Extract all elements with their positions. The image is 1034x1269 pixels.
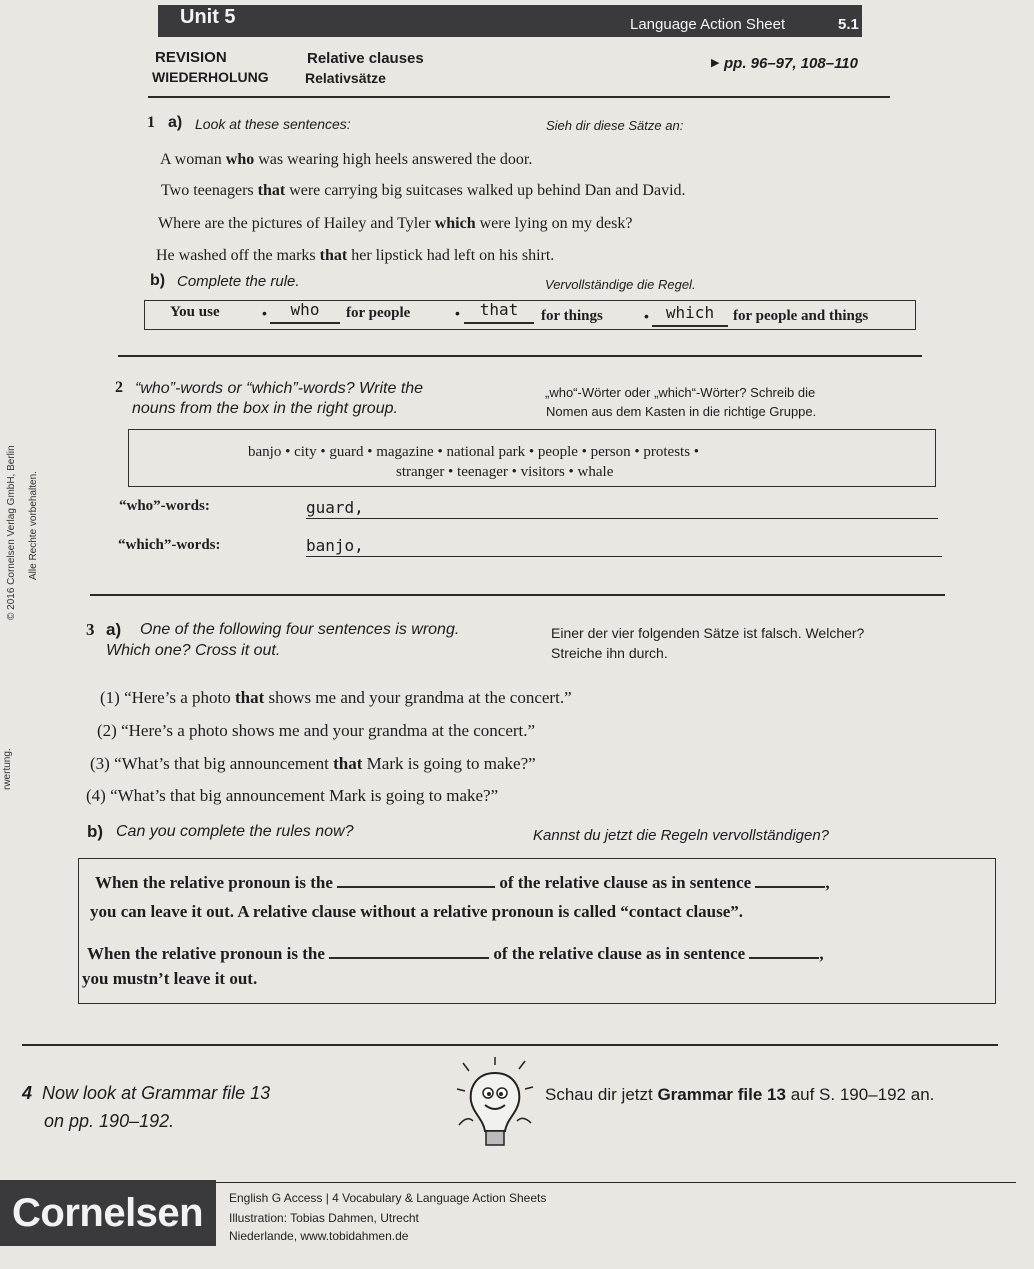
header-divider (148, 96, 890, 98)
side-copyright: © 2016 Cornelsen Verlag GmbH, Berlin (6, 445, 17, 620)
ex3-sentence-2[interactable]: (2) “Here’s a photo shows me and your grandma at the concert.” (97, 721, 536, 740)
ex3b-instruction-de: Kannst du jetzt die Regeln vervollständigen? (533, 827, 830, 844)
ex3-sentence-4[interactable]: (4) “What’s that big announcement Mark is going to make?” (86, 786, 499, 805)
which-words-label: “which”-words: (118, 537, 221, 553)
rule-answer-which: which (665, 303, 715, 322)
rule-for-people-and-things: for people and things (733, 308, 869, 324)
ex4-instruction-line1: 4 Now look at Grammar file 13 (22, 1083, 271, 1103)
who-words-answer: guard, (306, 498, 364, 517)
rule-blank-3[interactable] (652, 303, 728, 327)
rule-blank-1[interactable] (270, 300, 340, 324)
ex2-instruction-line1: “who”-words or “which”-words? Write the (135, 380, 424, 397)
triangle-arrow-icon: ▶ (711, 57, 720, 69)
ex1-sentence-4: He washed off the marks that her lipstick had left on his shirt. (156, 247, 555, 264)
lightbulb-character-icon (455, 1055, 535, 1159)
who-words-line[interactable] (306, 498, 938, 519)
rule-answer-that: that (479, 300, 519, 319)
rule-answer-who: who (290, 300, 320, 319)
ex3-divider (22, 1044, 998, 1046)
rule2-blank-4[interactable] (749, 957, 819, 959)
ex3a-instruction-line2: Which one? Cross it out. (106, 642, 281, 659)
ex1a-letter: a) (168, 114, 183, 131)
rule2-line4: you mustn’t leave it out. (82, 969, 258, 988)
ex2-divider (90, 594, 945, 596)
ex1-divider (118, 355, 922, 357)
ex1-sentence-3: Where are the pictures of Hailey and Tyler which were lying on my desk? (158, 215, 633, 232)
ex1b-instruction-de: Vervollständige die Regel. (545, 277, 696, 292)
ex3b-instruction: Can you complete the rules now? (116, 823, 354, 840)
rule-you-use: You use (170, 304, 220, 320)
sheet-number: 5.1 (838, 16, 859, 33)
cornelsen-logo: Cornelsen (0, 1180, 216, 1246)
who-words-label: “who”-words: (119, 498, 210, 514)
ex3-number: 3 (86, 620, 95, 639)
ex1-sentence-1: A woman who was wearing high heels answered the door. (160, 151, 533, 168)
footer-divider (216, 1182, 1016, 1183)
topic-german: Relativsätze (305, 70, 386, 86)
rule2-line1: When the relative pronoun is the of the relative clause as in sentence , (95, 873, 830, 892)
rule2-blank-2[interactable] (755, 886, 825, 888)
ex3a-instruction-line1: One of the following four sentences is wrong. (140, 621, 460, 638)
ex4-number: 4 (22, 1083, 33, 1103)
ex2-instruction-line2: nouns from the box in the right group. (132, 400, 398, 417)
ex2-instruction-de-line2: Nomen aus dem Kasten in die richtige Gruppe. (546, 404, 817, 419)
which-words-line[interactable] (306, 536, 942, 557)
ex1-sentence-2: Two teenagers that were carrying big suitcases walked up behind Dan and David. (161, 182, 686, 199)
rule2-line3: When the relative pronoun is the of the relative clause as in sentence , (87, 944, 824, 963)
rule-for-people: for people (346, 305, 411, 321)
ex2-number: 2 (115, 379, 123, 396)
unit-label: Unit 5 (180, 6, 236, 28)
rule-bullet-3: • (644, 308, 649, 324)
footer-line2: Illustration: Tobias Dahmen, Utrecht (229, 1211, 419, 1225)
ex3-sentence-1[interactable]: (1) “Here’s a photo that shows me and your grandma at the concert.” (100, 688, 572, 707)
ex4-instruction-line2: on pp. 190–192. (44, 1111, 175, 1131)
rule2-blank-3[interactable] (329, 957, 489, 959)
ex3-sentence-3[interactable]: (3) “What’s that big announcement that Mark is going to make?” (90, 754, 536, 773)
which-words-answer: banjo, (306, 536, 364, 555)
footer-line1: English G Access | 4 Vocabulary & Language Action Sheets (229, 1191, 547, 1205)
ex3a-instruction-de-line1: Einer der vier folgenden Sätze ist falsch. Welcher? (551, 625, 865, 641)
topic-english: Relative clauses (307, 50, 424, 67)
rule-bullet-2: • (455, 305, 460, 321)
footer-line3: Niederlande, www.tobidahmen.de (229, 1229, 409, 1243)
ex3a-instruction-de-line2: Streiche ihn durch. (551, 645, 668, 661)
ex1b-instruction: Complete the rule. (177, 273, 300, 290)
word-box-line1: banjo • city • guard • magazine • national park • people • person • protests • (248, 444, 700, 460)
ex1a-instruction-de: Sieh dir diese Sätze an: (546, 118, 684, 133)
rule-blank-2[interactable] (464, 300, 534, 324)
ex3b-letter: b) (87, 822, 104, 841)
revision-label: REVISION (155, 49, 227, 66)
rule-for-things: for things (541, 308, 603, 324)
word-box-line2: stranger • teenager • visitors • whale (396, 464, 614, 480)
ex3a-letter: a) (106, 620, 122, 639)
rule2-line2: you can leave it out. A relative clause without a relative pronoun is called “contact clause”. (90, 902, 744, 921)
page-reference: pp. 96–97, 108–110 (724, 55, 858, 72)
ex2-instruction-de-line1: „who“-Wörter oder „which“-Wörter? Schreib die (545, 385, 816, 400)
side-rights: Alle Rechte vorbehalten. (28, 471, 39, 580)
side-fragment: rwertung. (2, 748, 13, 790)
ex1b-letter: b) (150, 272, 166, 289)
ex1-number: 1 (147, 114, 155, 131)
rule-bullet-1: • (262, 305, 267, 321)
rule2-blank-1[interactable] (337, 886, 495, 888)
ex4-instruction-de: Schau dir jetzt Grammar file 13 auf S. 190–192 an. (545, 1085, 935, 1104)
ex1a-instruction: Look at these sentences: (195, 116, 351, 132)
wiederholung-label: WIEDERHOLUNG (152, 69, 269, 85)
sheet-title: Language Action Sheet (630, 16, 786, 33)
